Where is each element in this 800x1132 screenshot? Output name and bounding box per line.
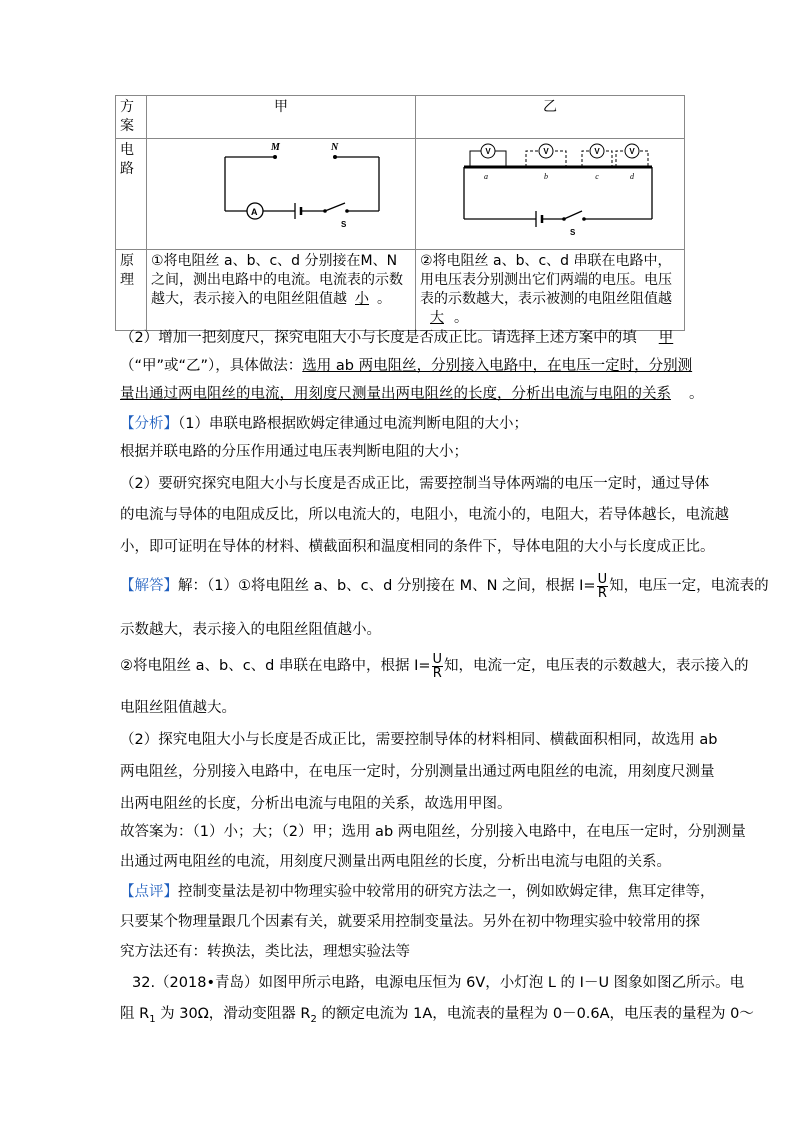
answer-line-9: 出通过两电阻丝的电流，用刻度尺测量出两电阻丝的长度，分析出电流与电阻的关系。	[120, 854, 671, 870]
answer-line-8: 故答案为：（1）小；大；（2）甲；选用 ab 两电阻丝，分别接入电路中，在电压一定时，分别测量	[120, 824, 746, 840]
label-n: N	[331, 142, 339, 153]
q2-answer-jia: 甲	[658, 330, 674, 346]
q2-line-3: 量出通过两电阻丝的电流，用刻度尺测量出两电阻丝的长度，分析出电流与电阻的关系 。	[120, 386, 704, 402]
voltmeter-label-4: V	[629, 147, 635, 156]
answer-large: 大	[430, 310, 444, 326]
analysis-line-4: 的电流与导体的电阻成反比，所以电流大的，电阻小，电流小的，电阻大，若导体越长，电流越	[120, 507, 729, 523]
analysis-line-2: 根据并联电路的分压作用通过电压表判断电阻的大小；	[120, 444, 468, 460]
answer-line-4: 电阻丝阻值越大。	[120, 700, 236, 716]
comment-line-3: 究方法还有：转换法，类比法，理想实验法等	[120, 944, 410, 960]
answer-line-3: ②将电阻丝 a、b、c、d 串联在电路中，根据 I= $\frac{U}{R}$ 知，电流一定，电压表的示数越大，表示接入的	[120, 651, 749, 681]
answer-line-6: 两电阻丝，分别接入电路中，在电压一定时，分别测量出通过两电阻丝的电流，用刻度尺测量	[120, 764, 715, 780]
comment-line-1: 【点评】控制变量法是初中物理实验中较常用的研究方法之一，例如欧姆定律，焦耳定律等，	[120, 884, 715, 900]
q32-line-2: 阻 $R_1$ 为 30Ω，滑动变阻器 $R_2$ 的额定电流为 1A，电流表的量程为 0－0.6A，电压表的量程为 0～	[120, 1006, 754, 1025]
q2-line-2: （“甲”或“乙”），具体做法：选用 ab 两电阻丝，分别接入电路中，在电压一定时，分别测	[120, 358, 693, 374]
voltmeter-label-3: V	[594, 147, 600, 156]
principle-jia: ①将电阻丝 a、b、c、d 分别接在M、N之间，测出电路中的电流。电流表的示数越大，表示接入的电阻丝阻值越 小 。	[147, 250, 416, 331]
answer-tag: 【解答】	[120, 578, 178, 594]
answer-line-1: 【解答】解：（1）①将电阻丝 a、b、c、d 分别接在 M、N 之间，根据 I= $\frac{U}{R}$ 知，电压一定，电流表的	[120, 571, 769, 601]
voltmeter-label-2: V	[543, 147, 549, 156]
switch-label: S	[341, 220, 347, 229]
answer-small: 小	[355, 291, 369, 307]
circuit-jia-cell	[147, 139, 416, 250]
q2-line-1: （2）增加一把刻度尺，探究电阻大小与长度是否成正比。请选择上述方案中的填 甲	[120, 330, 674, 346]
circuit-yi-diagram	[416, 139, 704, 243]
wire-label-c: c	[595, 172, 599, 181]
principle-label: 原理	[116, 250, 147, 331]
circuit-jia-diagram	[147, 139, 417, 243]
ammeter-label: A	[251, 207, 258, 217]
principle-yi: ②将电阻丝 a、b、c、d 串联在电路中，用电压表分别测出它们两端的电压。电压表的示数越大，表示被测的电阻丝阻值越大 。	[416, 250, 685, 331]
header-jia: 甲	[147, 96, 416, 139]
answer-line-7: 出两电阻丝的长度，分析出电流与电阻的关系，故选用甲图。	[120, 796, 512, 812]
ohm-fraction-1: $\frac{U}{R}$	[597, 571, 608, 601]
analysis-line-5: 小，即可证明在导体的材料、横截面积和温度相同的条件下，导体电阻的大小与长度成正比。	[120, 539, 715, 555]
analysis-line-1: 【分析】（1）串联电路根据欧姆定律通过电流判断电阻的大小；	[120, 416, 528, 432]
q32-line-1: 32.（2018•青岛）如图甲所示电路，电源电压恒为 6V，小灯泡 L 的 I－U 图象如图乙所示。电	[132, 975, 745, 991]
switch-label-yi: S	[570, 228, 576, 237]
circuit-label: 电路	[116, 139, 147, 250]
analysis-tag: 【分析】	[120, 416, 178, 432]
scheme-table	[115, 95, 685, 331]
wire-label-b: b	[544, 172, 548, 181]
analysis-line-3: （2）要研究探究电阻大小与长度是否成正比，需要控制当导体两端的电压一定时，通过导体	[120, 476, 710, 492]
wire-label-a: a	[484, 172, 488, 181]
comment-line-2: 只要某个物理量跟几个因素有关，就要采用控制变量法。另外在初中物理实验中较常用的探	[120, 914, 700, 930]
header-label: 方案	[116, 96, 147, 139]
voltmeter-label-1: V	[485, 147, 491, 156]
header-yi: 乙	[416, 96, 685, 139]
circuit-yi-cell	[416, 139, 685, 250]
label-m: M	[271, 142, 280, 153]
answer-line-5: （2）探究电阻大小与长度是否成正比，需要控制导体的材料相同、横截面积相同，故选用 ab	[120, 732, 718, 748]
answer-line-2: 示数越大，表示接入的电阻丝阻值越小。	[120, 622, 381, 638]
wire-label-d: d	[630, 172, 634, 181]
comment-tag: 【点评】	[120, 884, 178, 900]
ohm-fraction-2: $\frac{U}{R}$	[432, 651, 443, 681]
